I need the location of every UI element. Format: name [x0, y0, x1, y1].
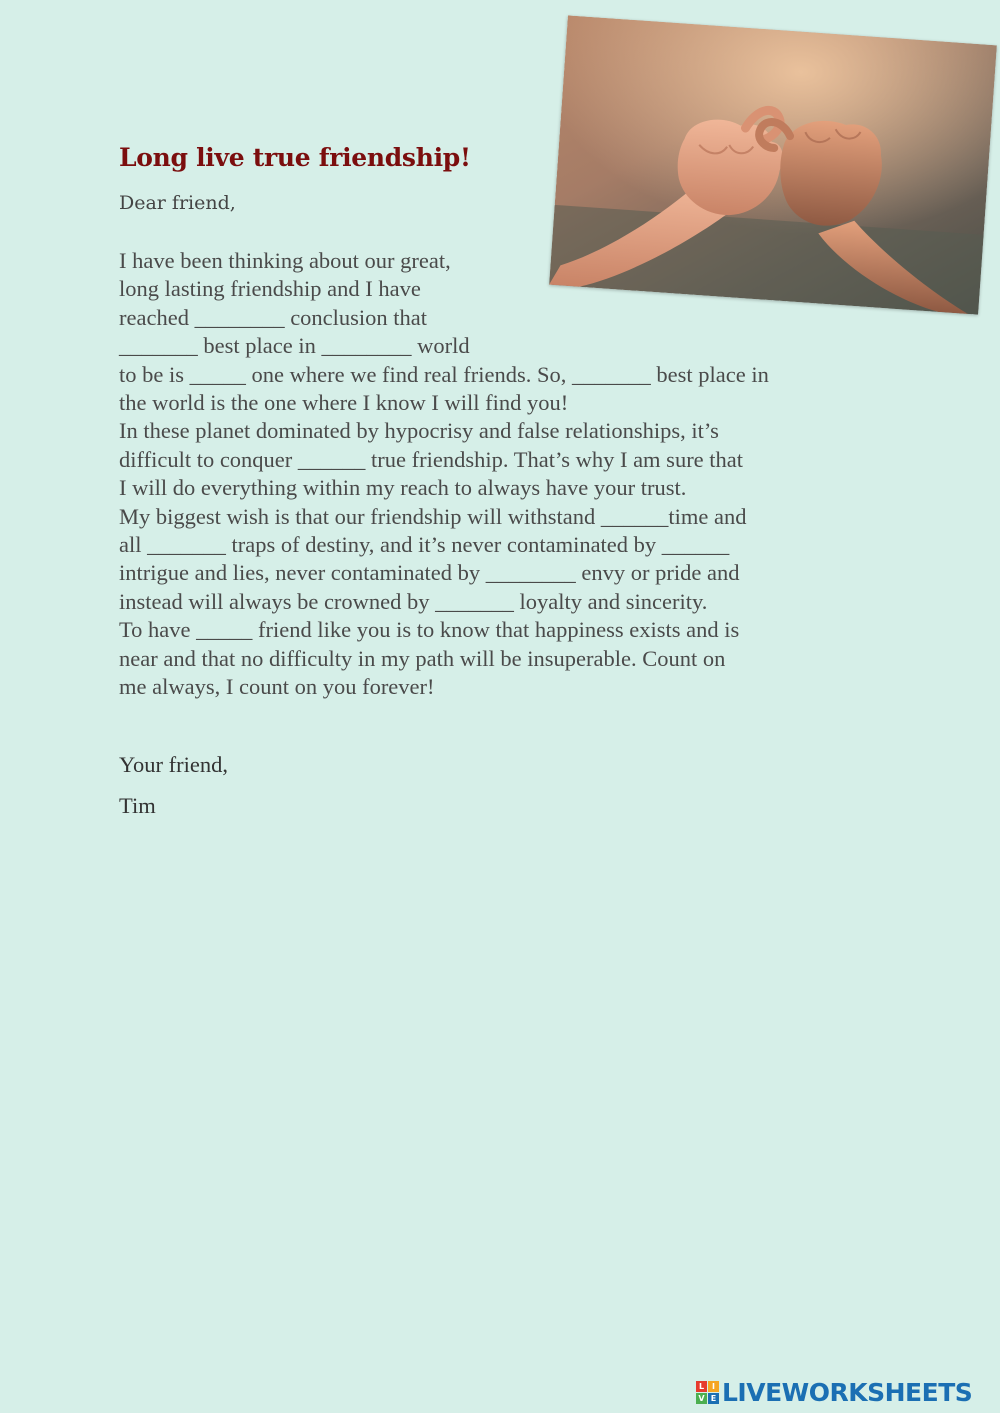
- body-line: In these planet dominated by hypocrisy and false relationships, it’s: [119, 418, 719, 444]
- body-line: me always, I count on you forever!: [119, 674, 435, 700]
- body-line: difficult to conquer ______ true friendship. That’s why I am sure that: [119, 446, 744, 472]
- logo-letter: I: [708, 1381, 719, 1392]
- body-line: intrigue and lies, never contaminated by ________ envy or pride and: [119, 560, 740, 586]
- body-line: to be is _____ one where we find real friends. So, _______ best place in: [119, 361, 769, 387]
- logo-letter: E: [708, 1393, 719, 1404]
- liveworksheets-brand[interactable]: [696, 1378, 972, 1407]
- brand-name: LIVEWORKSHEETS: [722, 1378, 973, 1407]
- logo-letter: V: [696, 1393, 707, 1404]
- liveworksheets-logo-icon: [696, 1381, 719, 1404]
- body-line: reached ________ conclusion that: [119, 304, 428, 330]
- body-line: near and that no difficulty in my path will be insuperable. Count on: [119, 645, 726, 671]
- body-line: long lasting friendship and I have: [119, 276, 421, 302]
- body-line: My biggest wish is that our friendship will withstand ______time and: [119, 503, 747, 529]
- body-line: To have _____ friend like you is to know that happiness exists and is: [119, 617, 740, 643]
- letter-greeting: Dear friend,: [119, 192, 236, 214]
- letter-title: Long live true friendship!: [119, 143, 471, 172]
- letter-signature: Tim: [119, 793, 156, 818]
- body-line: I have been thinking about our great,: [119, 248, 451, 273]
- body-line: I will do everything within my reach to always have your trust.: [119, 475, 687, 501]
- body-line: instead will always be crowned by _______ loyalty and sincerity.: [119, 588, 708, 614]
- logo-letter: L: [696, 1381, 707, 1392]
- letter-body: [119, 247, 899, 702]
- body-line: all _______ traps of destiny, and it’s never contaminated by ______: [119, 532, 730, 558]
- body-line: _______ best place in ________ world: [119, 333, 470, 359]
- body-line: the world is the one where I know I will find you!: [119, 390, 569, 416]
- letter-closing: Your friend,: [119, 752, 228, 777]
